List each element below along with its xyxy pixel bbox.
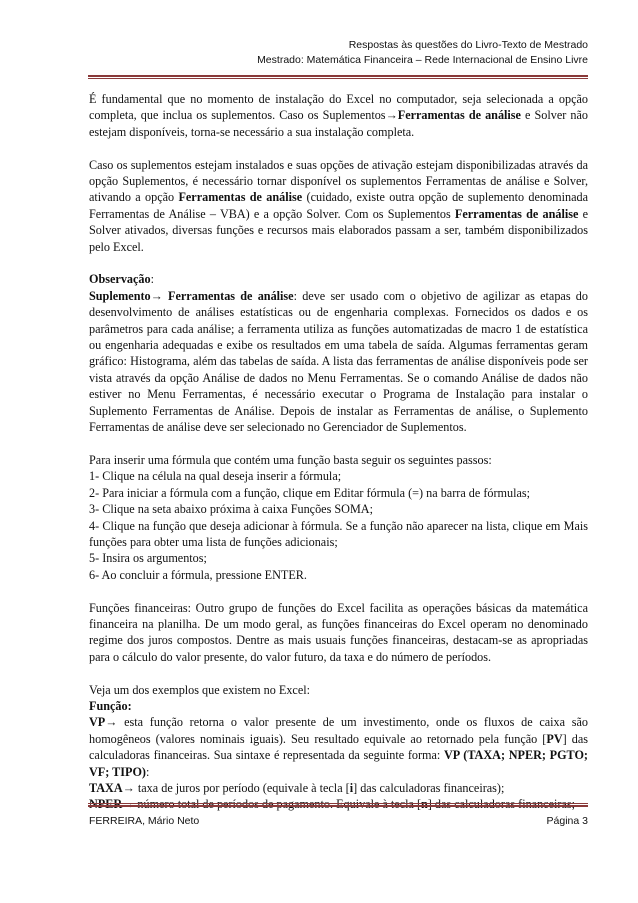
header-rule: [88, 75, 588, 77]
step-item: 4- Clique na função que deseja adicionar à fórmula. Se a função não aparecer na lista, clique em Mais funções para obter uma lista de funções adicionais;: [89, 518, 588, 549]
function-heading: Função:: [89, 698, 132, 713]
steps-list: [89, 452, 588, 583]
taxa-definition: TAXA→ taxa de juros por período (equivale à tecla [i] das calculadoras financeiras);: [89, 780, 505, 795]
vp-definition: VP→ esta função retorna o valor presente de um investimento, onde os fluxos de caixa são homogêneos (valores nominais iguais). Seu resultado equivale ao retornado pela função [PV] das calculadoras financeiras. Sua sintaxe é representada da seguinte forma: VP (TAXA; NPER; PGTO; VF; TIPO):: [89, 715, 588, 779]
example-intro: Veja um dos exemplos que existem no Excel:: [89, 682, 311, 697]
arrow-symbol: →: [105, 715, 118, 730]
step-item: 5- Insira os argumentos;: [89, 551, 207, 566]
footer-rule-thin: [88, 803, 588, 804]
footer-author: FERREIRA, Mário Neto: [89, 815, 200, 827]
footer-rule: [88, 805, 588, 807]
observation-heading: Observação:: [89, 272, 154, 287]
arrow-symbol: →: [150, 288, 163, 303]
header-line-1: Respostas às questões do Livro-Texto de Mestrado: [348, 39, 588, 51]
page-header: [257, 38, 588, 68]
arrow-symbol: →: [385, 108, 398, 123]
page-body: [89, 91, 588, 813]
steps-intro: Para inserir uma fórmula que contém uma função basta seguir os seguintes passos:: [89, 452, 492, 467]
paragraph-installation: É fundamental que no momento de instalação do Excel no computador, seja selecionada a opção completa, que inclua os suplementos. Caso os Suplementos→Ferramentas de análise e Solver não estejam disponíveis, torna-se necessário a sua instalação completa.: [89, 92, 588, 139]
step-item: 1- Clique na célula na qual deseja inserir a fórmula;: [89, 469, 342, 484]
footer-page-number: Página 3: [546, 815, 588, 827]
example-section: [89, 682, 588, 813]
step-item: 6- Ao concluir a fórmula, pressione ENTER.: [89, 567, 307, 582]
step-item: 3- Clique na seta abaixo próxima à caixa Funções SOMA;: [89, 502, 373, 517]
paragraph-financial-functions: Funções financeiras: Outro grupo de funções do Excel facilita as operações básicas da matemática financeira na planilha. De um modo geral, as funções financeiras do Excel operam no denominado regime dos juros compostos. Dentre as mais usuais funções financeiras, destacam-se as apropriadas para o cálculo do valor presente, do valor futuro, da taxa e do número de períodos.: [89, 600, 588, 664]
arrow-symbol: →: [122, 780, 135, 795]
header-line-2: Mestrado: Matemática Financeira – Rede Internacional de Ensino Livre: [257, 54, 588, 66]
paragraph-activation: Caso os suplementos estejam instalados e suas opções de ativação estejam disponibilizadas através da opção Suplementos, é necessário tornar disponível os suplementos Ferramentas de análise e Solver, ativando a opção Ferramentas de análise (cuidado, existe outra opção de suplemento denominada Ferramentas de Análise – VBA) e a opção Solver. Com os Suplementos Ferramentas de análise e Solver ativados, diversas funções e recursos mais elaborados passam a ser, também disponibilizados pelo Excel.: [89, 157, 588, 254]
step-item: 2- Para iniciar a fórmula com a função, clique em Editar fórmula (=) na barra de fórmulas;: [89, 485, 531, 500]
header-rule-thin: [88, 78, 588, 79]
observation-paragraph: Suplemento→ Ferramentas de análise: deve ser usado com o objetivo de agilizar as etapas do desenvolvimento de análises estatísticas ou de engenharia complexas. Fornecidos os dados e os parâmetros para cada análise; a ferramenta utiliza as funções automatizadas de macro 1 de estatística ou engenharia adequadas e exibe os resultados em uma tabela de saída. Algumas ferramentas geram gráfico: Histograma, além das tabelas de saída. A lista das ferramentas de análise disponíveis pode ser vista através da opção Análise de dados no Menu Ferramentas. Se o comando Análise de dados não estiver no Menu Ferramentas, é necessário executar o Programa de Instalação para instalar o Suplemento Ferramentas de Análise. Depois de instalar as Ferramentas de análise, o Suplemento Ferramentas de análise deve ser selecionado no Gerenciador de Suplementos.: [89, 288, 588, 435]
